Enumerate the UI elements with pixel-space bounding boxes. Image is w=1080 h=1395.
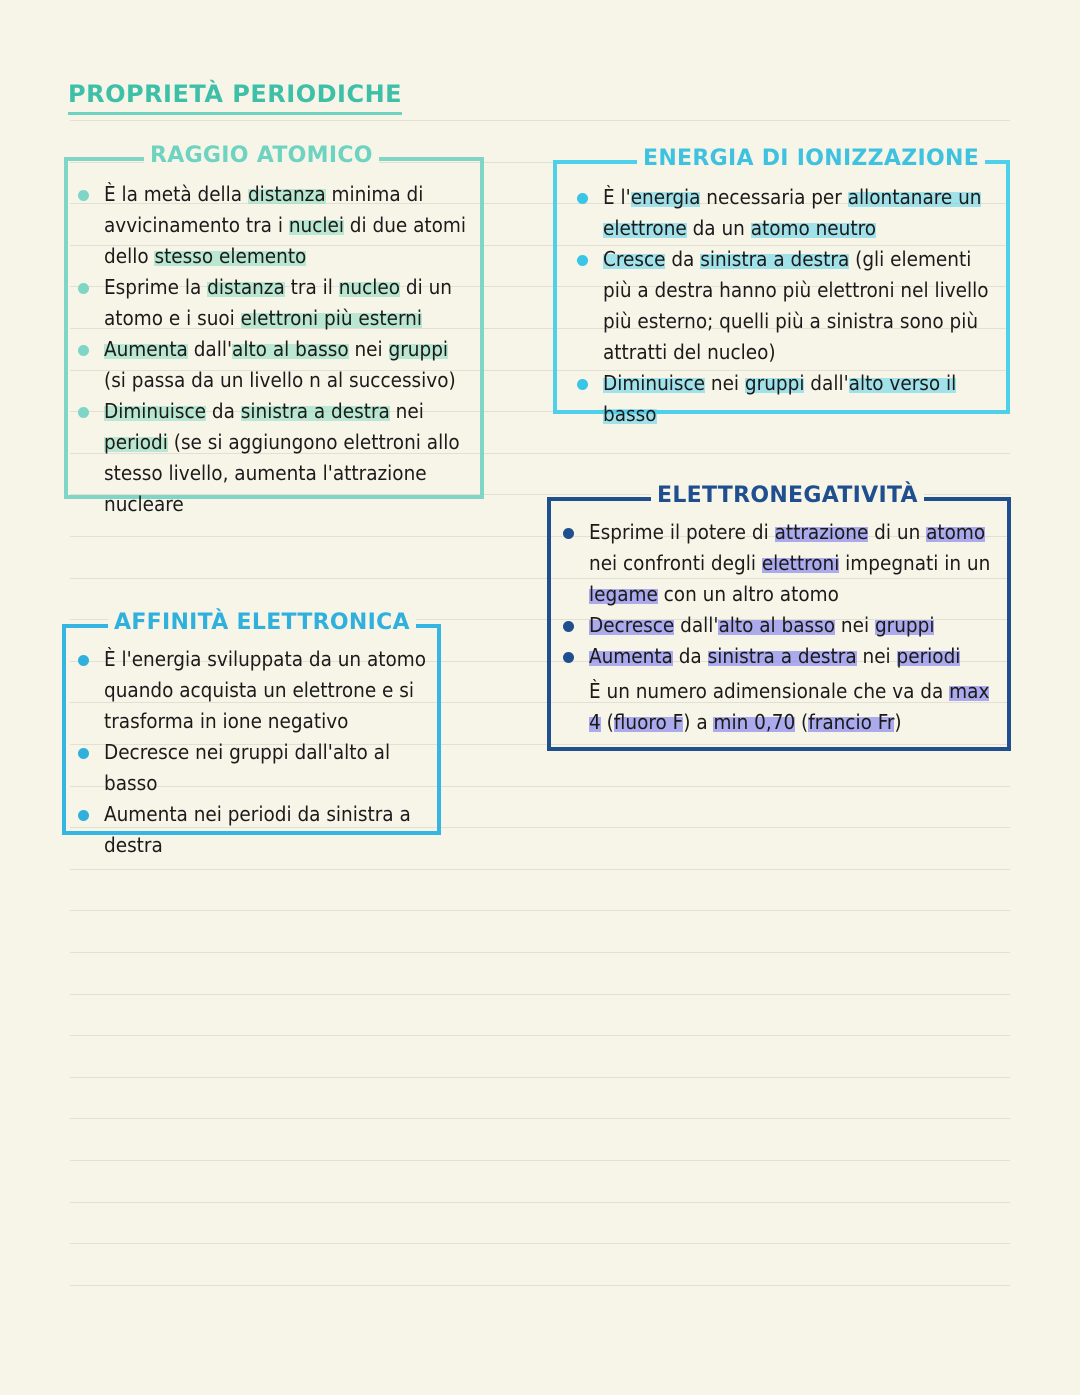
highlighted-text: sinistra a destra xyxy=(707,644,857,668)
highlighted-text: alto al basso xyxy=(718,613,836,637)
ruled-line xyxy=(70,1118,1010,1119)
list-item xyxy=(74,644,434,737)
bullet-dot-icon xyxy=(577,255,588,266)
highlighted-text: elettroni più esterni xyxy=(240,306,422,330)
highlighted-text: nuclei xyxy=(288,213,344,237)
text-segment: tra il xyxy=(284,275,339,299)
text-segment: ) a xyxy=(683,710,714,734)
list-item xyxy=(74,396,474,520)
text-segment: dall' xyxy=(674,613,719,637)
ruled-line xyxy=(70,1202,1010,1203)
list-item xyxy=(573,368,1003,430)
list-item xyxy=(559,610,999,641)
highlighted-text: nucleo xyxy=(338,275,401,299)
affinita-elettronica-box xyxy=(62,610,441,857)
text-segment: nei xyxy=(856,644,897,668)
list-item-text: Decresce nei gruppi dall'alto al basso xyxy=(104,740,391,795)
list-item xyxy=(74,179,474,272)
text-segment: È la metà della xyxy=(104,182,248,206)
ruled-line xyxy=(70,869,1010,870)
note-text xyxy=(559,676,999,738)
text-segment: nei xyxy=(389,399,424,423)
list-item xyxy=(74,737,434,799)
highlighted-text: Cresce xyxy=(603,247,666,271)
raggio-atomico-list xyxy=(74,179,474,520)
bullet-dot-icon xyxy=(78,407,89,418)
bullet-dot-icon xyxy=(577,379,588,390)
bullet-dot-icon xyxy=(78,810,89,821)
text-segment: da un xyxy=(686,216,751,240)
text-segment: di un atomo e i suoi xyxy=(104,275,452,330)
text-segment: ( xyxy=(795,710,809,734)
highlighted-text: atomo xyxy=(926,520,986,544)
highlighted-text: gruppi xyxy=(874,613,935,637)
text-segment: nei xyxy=(705,371,745,395)
bullet-dot-icon xyxy=(78,655,89,666)
highlighted-text: francio Fr xyxy=(808,710,895,734)
highlighted-text: gruppi xyxy=(388,337,449,361)
ruled-line xyxy=(70,1243,1010,1244)
list-item-text: Aumenta nei periodi da sinistra a destra xyxy=(104,802,411,857)
highlighted-text: atomo neutro xyxy=(750,216,876,240)
text-segment: ( xyxy=(600,710,614,734)
energia-ionizzazione-box xyxy=(553,146,1010,426)
highlighted-text: Diminuisce xyxy=(104,399,207,423)
bullet-dot-icon xyxy=(78,190,89,201)
text-segment: nei xyxy=(348,337,389,361)
list-item xyxy=(74,272,474,334)
highlighted-text: distanza xyxy=(247,182,326,206)
ruled-line xyxy=(70,1285,1010,1286)
list-item xyxy=(74,334,474,396)
list-item xyxy=(559,641,999,672)
elettronegativita-list xyxy=(559,517,999,738)
bullet-dot-icon xyxy=(78,748,89,759)
page-title: PROPRIETÀ PERIODICHE xyxy=(68,80,402,115)
bullet-dot-icon xyxy=(78,345,89,356)
raggio-atomico-box xyxy=(64,143,484,516)
text-segment: (se si aggiungono elettroni allo stesso livello, aumenta l'attrazione nucleare xyxy=(104,430,460,516)
bullet-dot-icon xyxy=(563,528,574,539)
elettronegativita-box xyxy=(547,483,1011,751)
highlighted-text: alto al basso xyxy=(232,337,349,361)
ruled-line xyxy=(70,910,1010,911)
ruled-line xyxy=(70,120,1010,121)
ruled-line xyxy=(70,1077,1010,1078)
highlighted-text: max 4 xyxy=(589,679,990,734)
highlighted-text: periodi xyxy=(896,644,961,668)
text-segment: con un altro atomo xyxy=(657,582,839,606)
affinita-elettronica-title: AFFINITÀ ELETTRONICA xyxy=(108,610,416,635)
highlighted-text: min 0,70 xyxy=(713,710,796,734)
affinita-elettronica-list xyxy=(74,644,434,861)
highlighted-text: Aumenta xyxy=(104,337,188,361)
highlighted-text: sinistra a destra xyxy=(700,247,850,271)
energia-ionizzazione-list xyxy=(573,182,1003,430)
highlighted-text: attrazione xyxy=(774,520,869,544)
highlighted-text: Aumenta xyxy=(589,644,673,668)
highlighted-text: alto verso il basso xyxy=(603,371,957,426)
highlighted-text: legame xyxy=(589,582,658,606)
text-segment: nei confronti degli xyxy=(589,551,762,575)
highlighted-text: periodi xyxy=(104,430,168,454)
list-item xyxy=(559,517,999,610)
text-segment: Esprime la xyxy=(104,275,208,299)
text-segment: da xyxy=(672,644,708,668)
elettronegativita-title: ELETTRONEGATIVITÀ xyxy=(651,483,924,508)
text-segment: nei xyxy=(835,613,875,637)
highlighted-text: gruppi xyxy=(744,371,805,395)
highlighted-text: allontanare un elettrone xyxy=(603,185,982,240)
highlighted-text: sinistra a destra xyxy=(240,399,390,423)
text-segment: dall' xyxy=(187,337,233,361)
text-segment: (gli elementi più a destra hanno più elettroni nel livello più esterno; quelli più a sinistra sono più attratti del nucleo) xyxy=(603,247,989,364)
highlighted-text: fluoro F xyxy=(613,710,684,734)
ruled-line xyxy=(70,1035,1010,1036)
text-segment: minima di avvicinamento tra i xyxy=(104,182,424,237)
highlighted-text: energia xyxy=(630,185,701,209)
highlighted-text: elettroni xyxy=(761,551,840,575)
text-segment: necessaria per xyxy=(700,185,848,209)
bullet-dot-icon xyxy=(78,283,89,294)
text-segment: impegnati in un xyxy=(839,551,991,575)
bullet-dot-icon xyxy=(563,621,574,632)
energia-ionizzazione-title: ENERGIA DI IONIZZAZIONE xyxy=(637,146,985,171)
text-segment: (si passa da un livello n al successivo) xyxy=(104,368,456,392)
list-item xyxy=(573,244,1003,368)
highlighted-text: stesso elemento xyxy=(154,244,307,268)
text-segment: di due atomi dello xyxy=(104,213,467,268)
text-segment: È un numero adimensionale che va da xyxy=(589,679,950,703)
text-segment: Esprime il potere di xyxy=(589,520,775,544)
highlighted-text: Diminuisce xyxy=(603,371,706,395)
highlighted-text: distanza xyxy=(207,275,285,299)
ruled-line xyxy=(70,994,1010,995)
list-item xyxy=(74,799,434,861)
raggio-atomico-title: RAGGIO ATOMICO xyxy=(144,143,379,168)
text-segment: ) xyxy=(894,710,902,734)
bullet-dot-icon xyxy=(563,652,574,663)
text-segment: dall' xyxy=(804,371,849,395)
text-segment: da xyxy=(206,399,241,423)
ruled-line xyxy=(70,952,1010,953)
text-segment: da xyxy=(665,247,701,271)
text-segment: di un xyxy=(868,520,927,544)
ruled-line xyxy=(70,1160,1010,1161)
list-item xyxy=(573,182,1003,244)
bullet-dot-icon xyxy=(577,193,588,204)
highlighted-text: Decresce xyxy=(589,613,675,637)
list-item-text: È l'energia sviluppata da un atomo quando acquista un elettrone e si trasforma in ione negativo xyxy=(104,647,427,733)
text-segment: È l' xyxy=(603,185,631,209)
